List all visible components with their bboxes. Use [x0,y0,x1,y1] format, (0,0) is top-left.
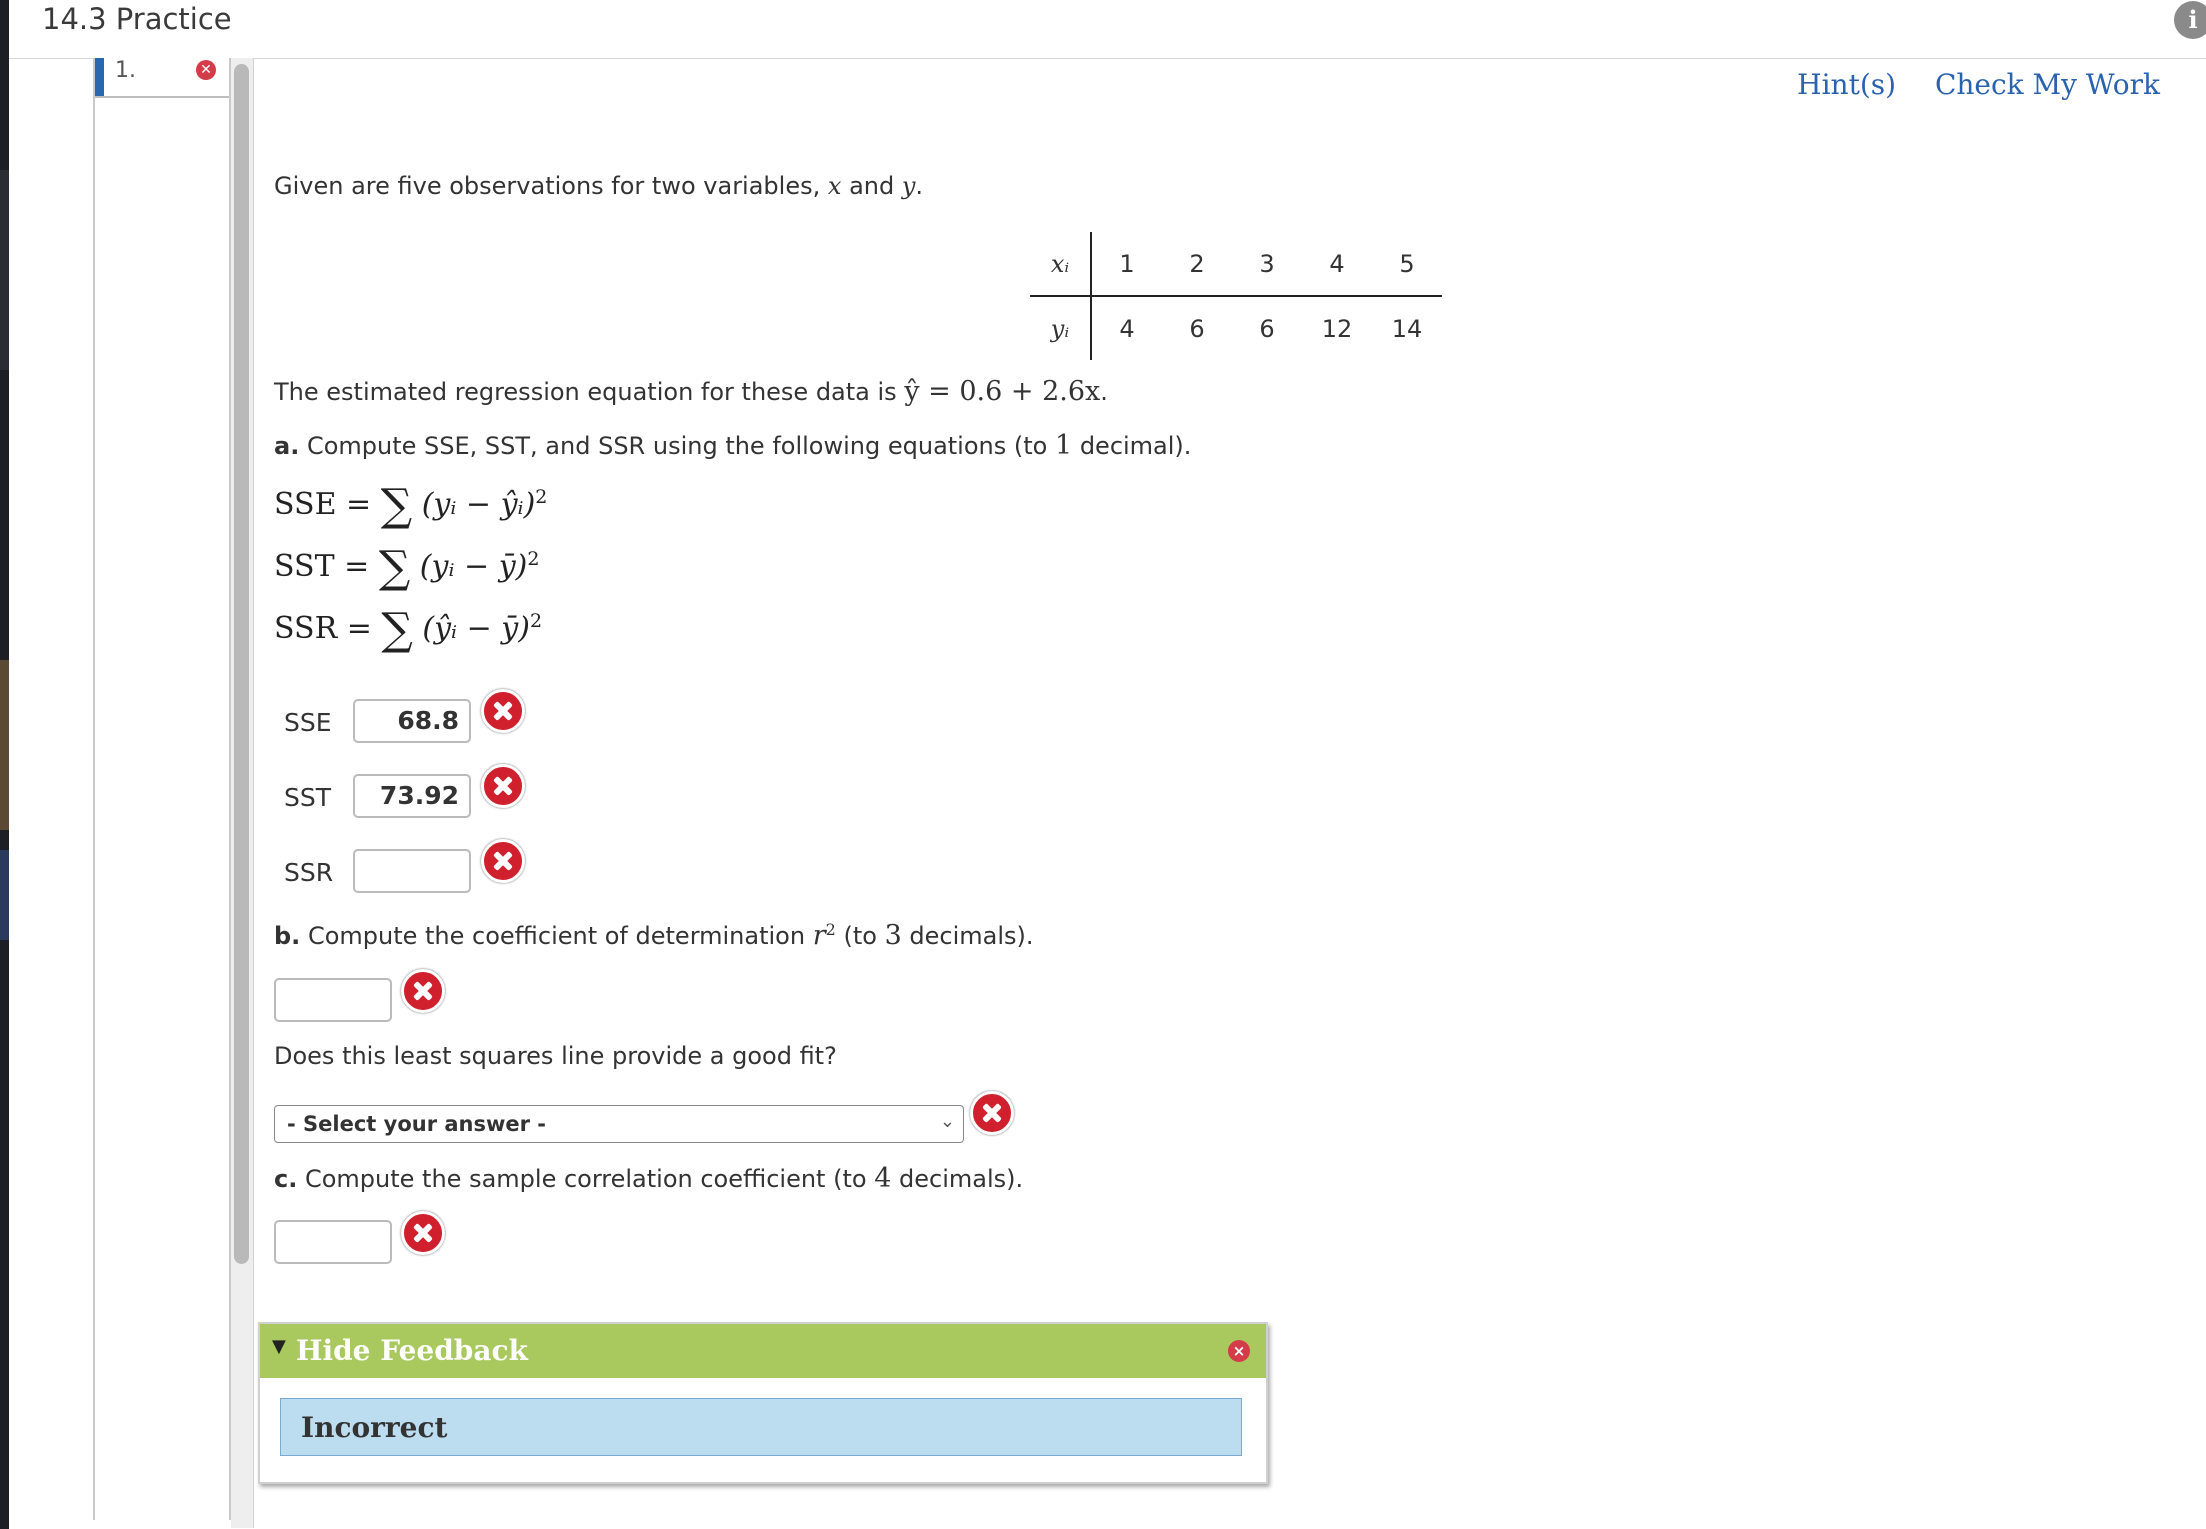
ssr-input[interactable] [353,849,471,893]
table-cell: 14 [1391,314,1423,343]
background-strip [0,660,9,830]
row-y-label: yᵢ [1030,296,1091,360]
ssr-formula [274,604,542,655]
part-b-text-mid: (to [843,922,877,950]
intro-prefix: Given are five observations for two variables, [274,172,821,200]
r-exponent: 2 [825,920,836,939]
incorrect-status-icon: ✕ [196,60,216,80]
ssr-label: SSR [284,858,334,887]
hide-feedback-toggle[interactable]: Hide Feedback [296,1334,528,1367]
formula-name: SST [274,549,335,584]
question-navigator [93,58,231,1520]
part-c-letter: c. [274,1165,298,1193]
question-number: 1. [115,58,136,83]
question-nav-item-1[interactable] [95,58,229,98]
table-cell: 3 [1232,232,1302,296]
part-c-text: Compute the sample correlation coefficient (to [304,1165,867,1193]
part-b-text-end: decimals). [909,922,1034,950]
sst-input[interactable]: 73.92 [353,774,471,818]
incorrect-icon [481,764,525,808]
regression-text [274,376,1108,407]
row-x-label: xᵢ [1030,232,1091,296]
feedback-header[interactable] [260,1324,1266,1378]
feedback-panel [258,1322,1268,1484]
sigma-symbol: ∑ [380,480,413,531]
variable-x: x [827,172,842,200]
r-squared-input[interactable] [274,978,392,1022]
scrollbar-thumb[interactable] [234,64,249,1264]
incorrect-icon [481,839,525,883]
check-my-work-link[interactable]: Check My Work [1934,68,2160,101]
sst-label: SST [284,783,332,812]
regression-equation: ŷ = 0.6 + 2.6x [904,376,1101,407]
table-cell: 12 [1321,314,1353,343]
formula-equals: = [346,487,372,522]
background-strip [0,170,9,370]
formula-exponent: 2 [529,610,543,632]
fit-question: Does this least squares line provide a good fit? [274,1042,837,1070]
part-a-text: Compute SSE, SST, and SSR using the following equations (to [306,432,1048,460]
sse-formula [274,480,547,531]
title-bar [9,0,2206,59]
formula-equals: = [346,611,372,646]
table-cell: 2 [1162,232,1232,296]
table-row [1030,296,1442,360]
formula-equals: = [344,549,370,584]
sigma-symbol: ∑ [378,542,411,593]
incorrect-icon [481,689,525,733]
regression-prefix: The estimated regression equation for these data is [274,378,897,406]
table-cell: 6 [1259,314,1275,343]
r-symbol: r [812,920,826,951]
formula-body: (ŷᵢ − ȳ) [422,611,530,646]
close-icon[interactable]: × [1228,1340,1250,1362]
part-a-letter: a. [274,432,300,460]
part-c-prompt [274,1163,1023,1194]
select-value: - Select your answer - [287,1112,547,1136]
nav-scrollbar[interactable] [231,58,254,1528]
feedback-result: Incorrect [301,1411,448,1444]
incorrect-icon [401,969,445,1013]
part-a-prompt [274,430,1191,461]
incorrect-icon [401,1211,445,1255]
info-icon[interactable]: i [2174,1,2206,39]
top-links [1767,68,2160,101]
formula-exponent: 2 [535,486,548,508]
good-fit-select[interactable] [274,1105,964,1143]
correlation-input[interactable] [274,1220,392,1264]
table-cell: 6 [1189,314,1205,343]
sse-label: SSE [284,708,332,737]
intro-end: . [915,172,924,200]
part-b-prompt [274,920,1034,951]
table-cell: 1 [1091,232,1162,296]
formula-name: SSE [274,487,337,522]
observations-table [1030,232,1442,360]
formula-exponent: 2 [527,548,540,570]
part-b-letter: b. [274,922,301,950]
table-cell: 4 [1119,314,1135,343]
variable-y: y [901,172,916,200]
formula-name: SSR [274,611,338,646]
part-a-decimals: 1 [1054,430,1073,461]
sigma-symbol: ∑ [381,604,413,655]
feedback-body [280,1398,1242,1456]
table-row [1030,232,1442,296]
page-title: 14.3 Practice [42,2,232,36]
regression-end: . [1100,378,1108,406]
background-strip [0,850,9,940]
part-c-text-end: decimals). [899,1165,1024,1193]
collapse-triangle-icon: ▼ [272,1336,286,1357]
formula-body: (yᵢ − ŷᵢ) [421,487,536,522]
part-b-text: Compute the coefficient of determination [307,922,806,950]
background-window-edge [0,0,9,1529]
active-indicator [95,58,104,96]
part-a-text-end: decimal). [1079,432,1192,460]
sse-input[interactable]: 68.8 [353,699,471,743]
formula-body: (yᵢ − ȳ) [419,549,528,584]
part-b-decimals: 3 [884,920,902,951]
part-c-decimals: 4 [874,1163,892,1194]
intro-and: and [849,172,895,200]
table-cell: 4 [1302,232,1372,296]
incorrect-icon [970,1091,1014,1135]
sst-formula [274,542,539,593]
chevron-down-icon: ⌄ [939,1111,955,1132]
table-cell: 5 [1372,232,1442,296]
intro-text [274,172,923,200]
hints-link[interactable]: Hint(s) [1797,68,1897,101]
